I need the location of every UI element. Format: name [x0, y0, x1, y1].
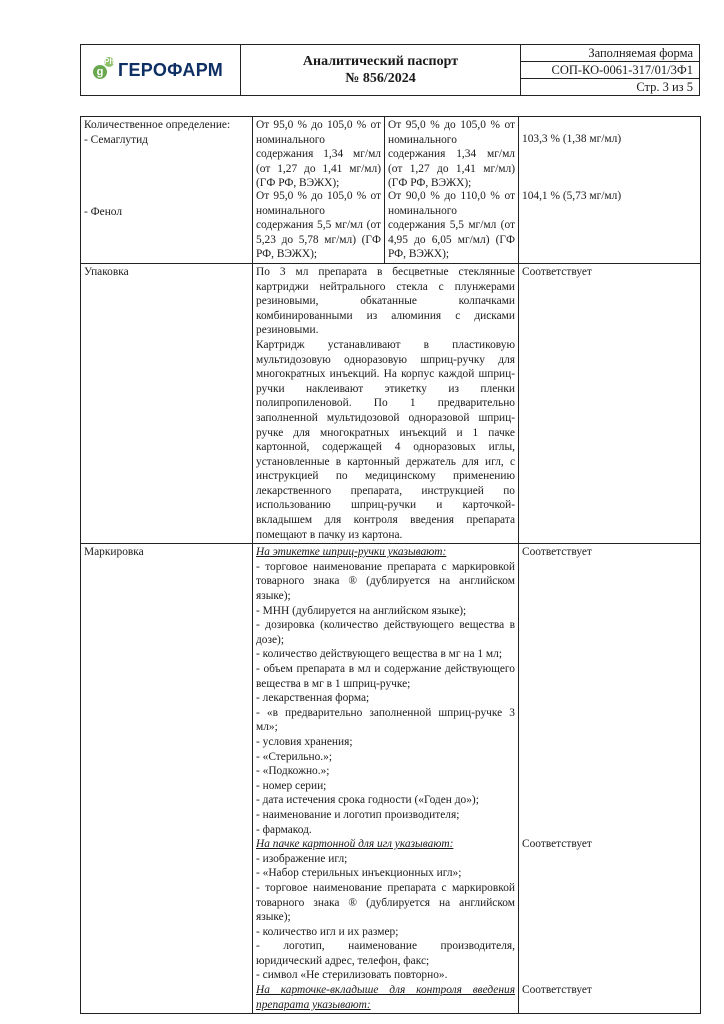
list-item: - логотип, наименование производителя, юридический адрес, телефон, факс;: [256, 940, 515, 967]
semaglutide-req-1: От 95,0 % до 105,0 % от номинального содержания 1,34 мг/мл (от 1,27 до 1,41 мг/мл) (ГФ РФ, ВЭЖХ);: [256, 119, 381, 190]
card-heading: На карточке-вкладыше для контроля введения препарата указывают:: [256, 984, 515, 1011]
needle-box-heading: На пачке картонной для игл указывают:: [256, 838, 454, 851]
form-label: Заполняемая форма: [521, 45, 699, 62]
company-logo: [81, 45, 241, 95]
list-item: - фармакод.: [256, 823, 312, 836]
list-item: - изображение игл;: [256, 852, 348, 865]
quant-title: Количественное определение:: [84, 119, 231, 131]
packaging-result: Соответствует: [519, 263, 701, 543]
document-header: [80, 44, 700, 96]
semaglutide-name: - Семаглутид: [84, 133, 148, 146]
form-code: СОП-КО-0061-317/01/3Ф1: [521, 62, 699, 79]
list-item: - номер серии;: [256, 779, 327, 792]
marking-description: [253, 544, 519, 1014]
marking-name: Маркировка: [81, 544, 253, 1014]
specification-table: [80, 116, 701, 1014]
list-item: - торговое наименование препарата с маркировкой товарного знака ® (дублируется на английском языке);: [256, 560, 515, 603]
semaglutide-req-2: От 95,0 % до 105,0 % от номинального содержания 1,34 мг/мл (от 1,27 до 1,41 мг/мл) (ГФ РФ, ВЭЖХ);: [388, 119, 515, 190]
document-title: [241, 45, 521, 95]
semaglutide-result: 103,3 % (1,38 мг/мл): [522, 133, 622, 145]
requirement-cell: [253, 117, 385, 264]
list-item: - объем препарата в мл и содержание действующего вещества в мг в 1 шприц-ручке;: [256, 663, 515, 690]
title-line-1: Аналитический паспорт: [302, 54, 459, 69]
list-item: - торговое наименование препарата с маркировкой товарного знака ® (дублируется на английском языке);: [256, 881, 515, 924]
list-item: - количество действующего вещества в мг на 1 мл;: [256, 648, 502, 661]
table-row: [81, 263, 701, 543]
list-item: - «в предварительно заполненной шприц-ручке 3 мл»;: [256, 706, 515, 734]
packaging-p1: По 3 мл препарата в бесцветные стеклянные картриджи нейтрального стекла с плунжерами резиновыми, обкатанные колпачками комбинированными из алюминия с дисками резиновыми.: [256, 265, 515, 337]
list-item: - количество игл и их размер;: [256, 925, 399, 938]
list-item: - наименование и логотип производителя;: [256, 808, 460, 821]
phenol-req-2: От 90,0 % до 110,0 % от номинального содержания 5,5 мг/мл (от 4,95 до 6,05 мг/мл) (ГФ РФ, ВЭЖХ);: [388, 190, 515, 261]
result-cell: [519, 117, 701, 264]
packaging-p2: Картридж устанавливают в пластиковую мультидозовую одноразовую шприц-ручку для многократных инъекций. На корпус каждой шприц-ручки наклеивают этикетку из пленки полипропиленовой. По 1 предварительно заполненной мультидозовой одноразовой шприц-ручке для многократных инъекций и 1 пачке картонной, содержащей 4 одноразовых иглы, установленные в картонный держатель для игл, с инструкцией по медицинскому применению лекарственного препарата, инструкцией по использованию шприц-ручки и карточкой-вкладышем для контроля введения препарата помещают в пачку из картона.: [256, 338, 515, 541]
test-name-cell: [81, 117, 253, 264]
list-item: - «Стерильно.»;: [256, 750, 332, 763]
list-item: - лекарственная форма;: [256, 692, 370, 705]
packaging-name: Упаковка: [81, 263, 253, 543]
page-number: Стр. 3 из 5: [636, 79, 693, 94]
pen-label-heading: На этикетке шприц-ручки указывают:: [256, 546, 447, 559]
table-row: [81, 117, 701, 264]
list-item: - «Подкожно.»;: [256, 765, 330, 778]
marking-results: [519, 544, 701, 1014]
pen-result: Соответствует: [522, 546, 592, 559]
phenol-name: - Фенол: [84, 206, 123, 219]
phenol-req-1: От 95,0 % до 105,0 % от номинального содержания 5,5 мг/мл (от 5,23 до 5,78 мг/мл) (ГФ РФ, ВЭЖХ);: [256, 190, 381, 261]
requirement-cell: [385, 117, 519, 264]
list-item: - дозировка (количество действующего вещества в дозе);: [256, 619, 515, 646]
title-line-2: № 856/2024: [345, 71, 416, 86]
needle-result: Соответствует: [522, 838, 592, 851]
card-result: Соответствует: [522, 984, 592, 997]
table-row: [81, 544, 701, 1014]
list-item: - символ «Не стерилизовать повторно».: [256, 969, 448, 982]
list-item: - дата истечения срока годности («Годен до»);: [256, 794, 479, 807]
form-info: [521, 45, 699, 95]
list-item: - условия хранения;: [256, 735, 353, 748]
phenol-result: 104,1 % (5,73 мг/мл): [522, 190, 622, 202]
packaging-description: [253, 263, 519, 543]
logo-mark-icon: g Ph: [93, 57, 115, 83]
list-item: - «Набор стерильных инъекционных игл»;: [256, 867, 462, 880]
list-item: - МНН (дублируется на английском языке);: [256, 604, 467, 617]
logo-text: ГЕРОФАРМ: [118, 59, 224, 80]
